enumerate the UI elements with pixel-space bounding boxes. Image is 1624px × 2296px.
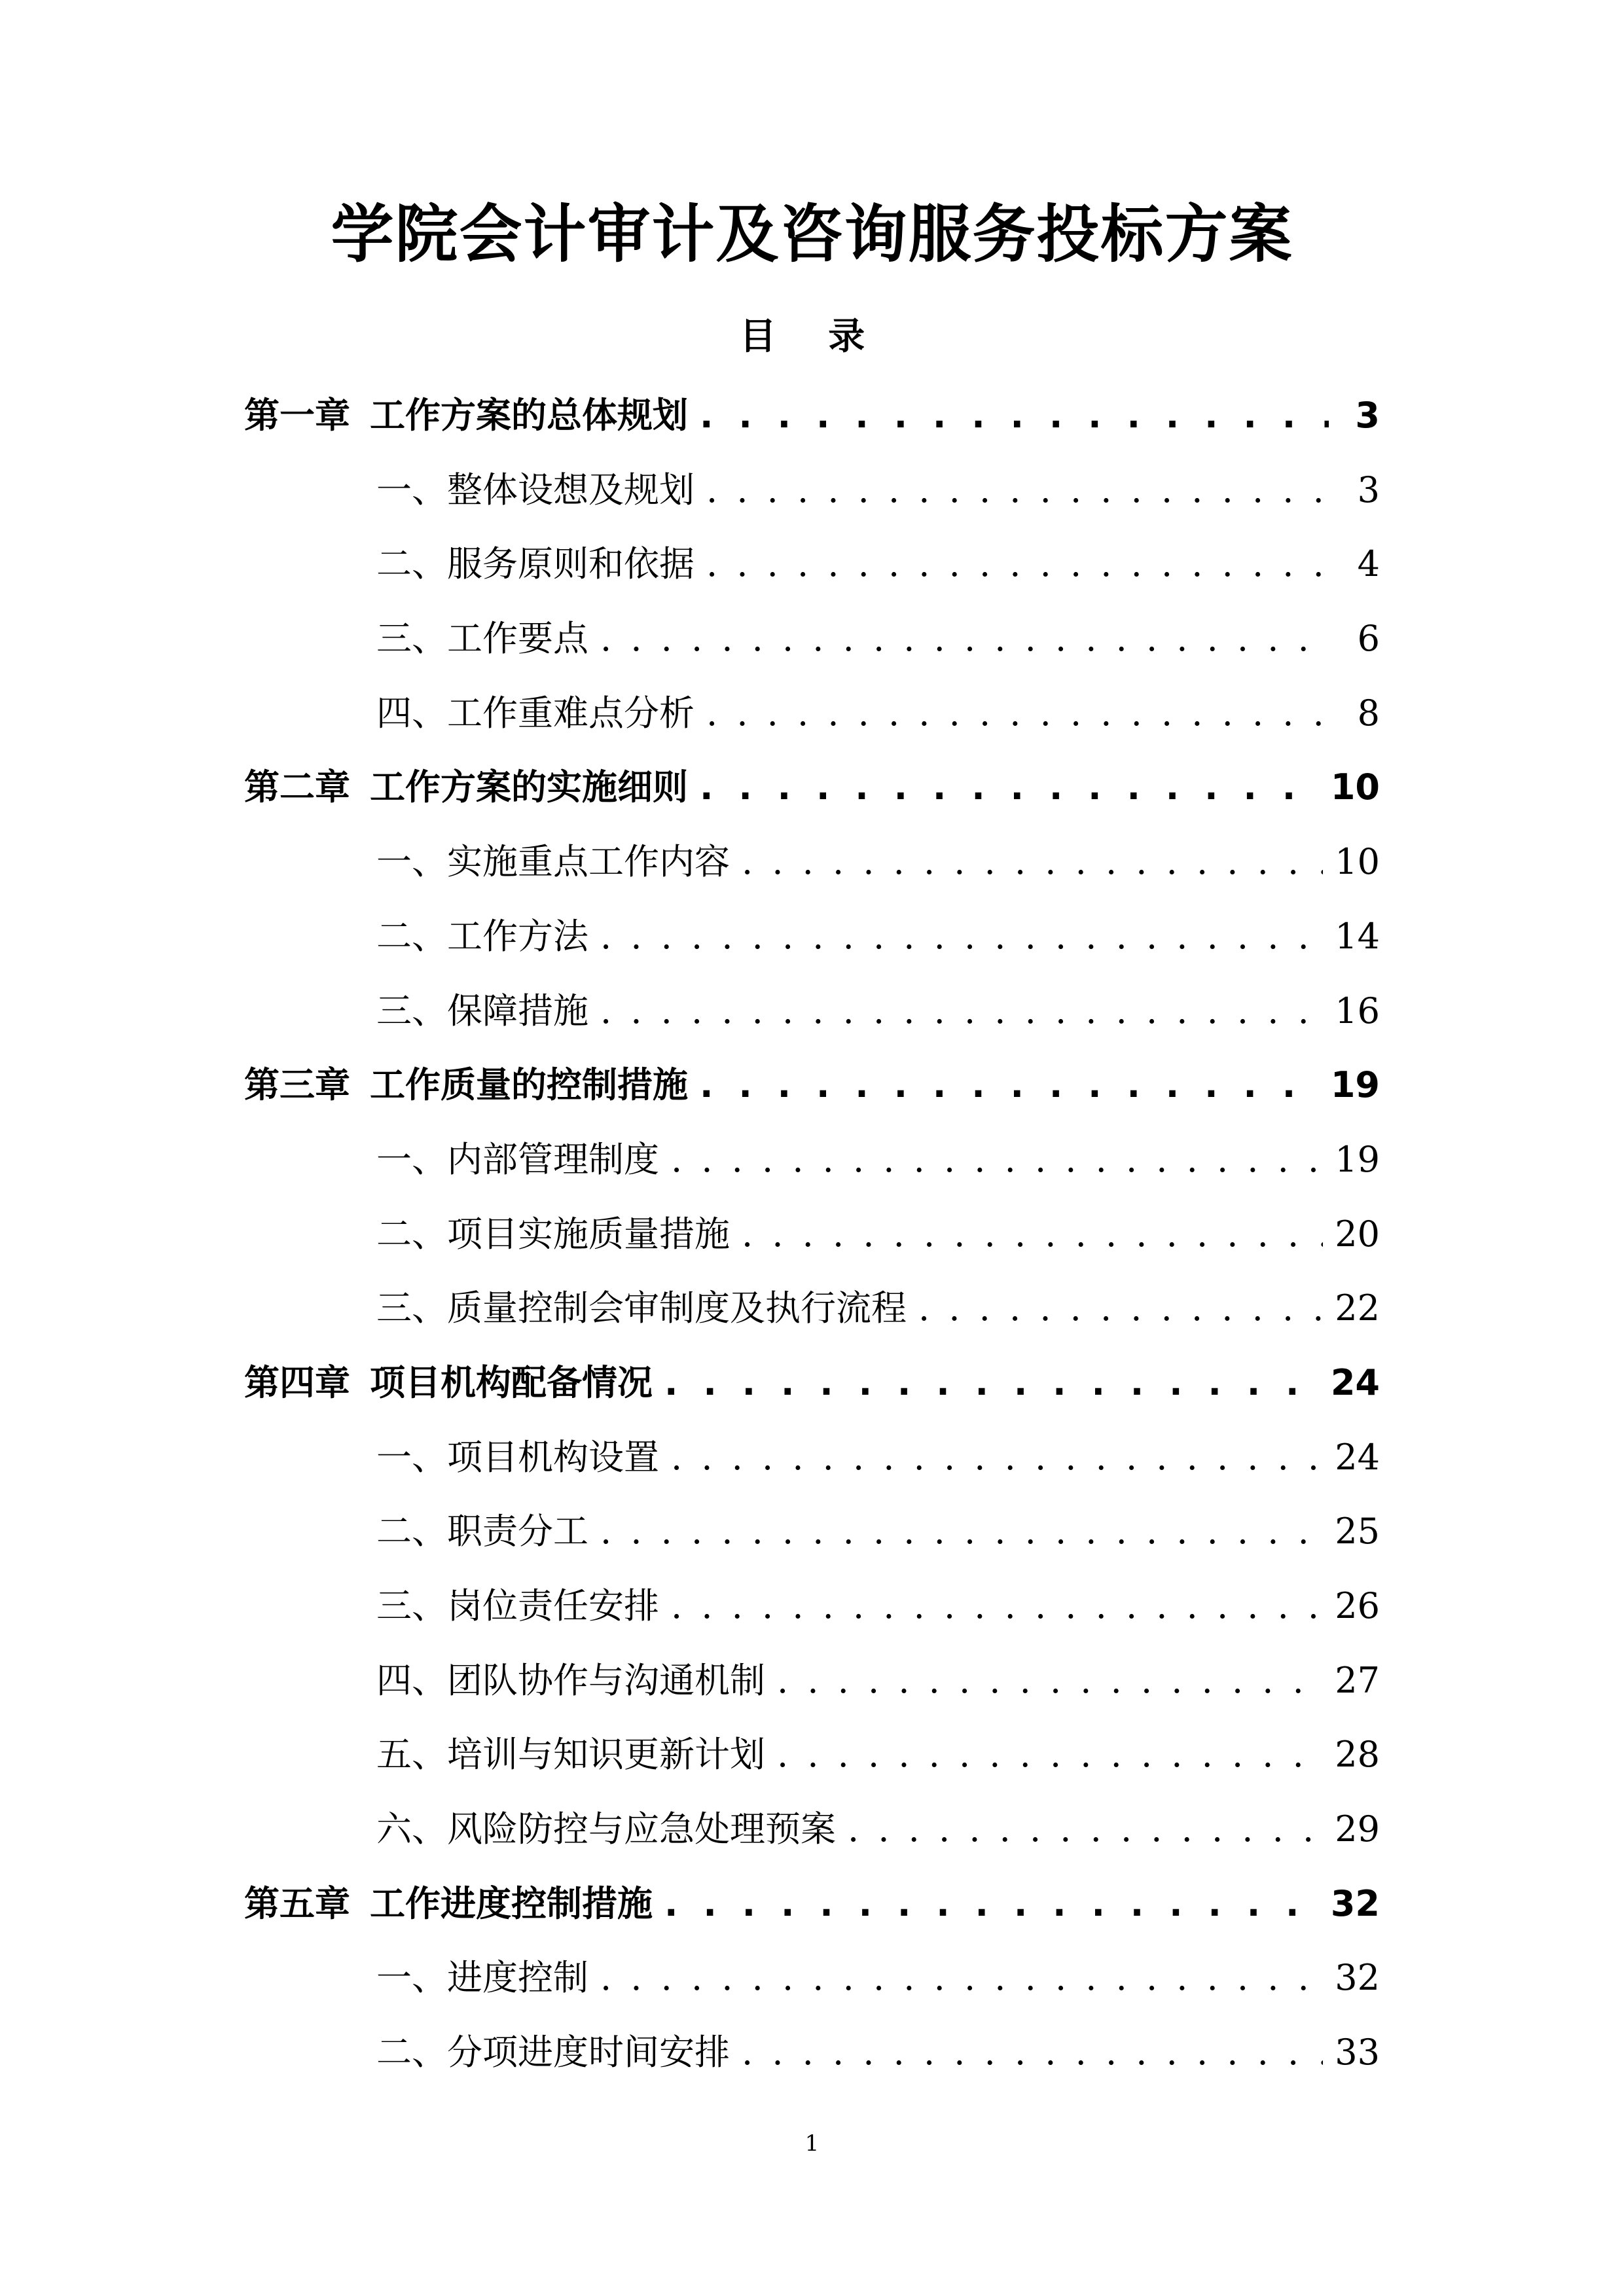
dot-leader: [742, 825, 1323, 899]
toc-entry-title: 二、工作方法: [376, 915, 588, 957]
dot-leader: [600, 1494, 1323, 1569]
dot-leader: [671, 1420, 1323, 1495]
dot-leader: [777, 1717, 1323, 1792]
document-title: 学院会计审计及咨询服务投标方案: [331, 198, 1293, 271]
toc-page-number: 16: [1335, 990, 1380, 1031]
toc-page-number: 6: [1357, 618, 1380, 660]
toc-section-entry[interactable]: [244, 974, 1380, 1049]
toc-page-number: 33: [1335, 2032, 1380, 2073]
toc-chapter-entry[interactable]: [244, 1867, 1380, 1941]
dot-leader: [706, 676, 1329, 751]
dot-leader: [600, 601, 1329, 676]
toc-entry-title: 三、保障措施: [376, 990, 588, 1031]
toc-section-entry[interactable]: [244, 1122, 1380, 1197]
toc-section-entry[interactable]: [244, 1494, 1380, 1569]
toc-entry-title: 二、项目实施质量措施: [376, 1213, 730, 1255]
toc-page-number: 28: [1335, 1734, 1380, 1776]
toc-entry-title: 项目机构配备情况: [370, 1361, 653, 1403]
toc-page-number: 8: [1357, 692, 1380, 734]
toc-entry-title: 三、质量控制会审制度及执行流程: [376, 1287, 907, 1329]
toc-page-number: 29: [1335, 1808, 1380, 1850]
dot-leader: [664, 1867, 1319, 1941]
toc-entry-title: 一、实施重点工作内容: [376, 841, 730, 883]
table-of-contents: [244, 378, 1380, 2090]
toc-section-entry[interactable]: [244, 1792, 1380, 1867]
dot-leader: [600, 899, 1323, 974]
toc-chapter-entry[interactable]: [244, 378, 1380, 453]
toc-page-number: 24: [1335, 1436, 1380, 1478]
toc-page-number: 25: [1335, 1511, 1380, 1552]
toc-entry-title: 六、风险防控与应急处理预案: [376, 1808, 836, 1850]
toc-chapter-number: 第四章: [244, 1361, 350, 1403]
toc-entry-title: 工作质量的控制措施: [370, 1064, 688, 1106]
toc-page-number: 22: [1335, 1287, 1380, 1329]
toc-page-number: 19: [1335, 1138, 1380, 1180]
toc-entry-title: 二、分项进度时间安排: [376, 2032, 730, 2073]
toc-section-entry[interactable]: [244, 825, 1380, 899]
dot-leader: [742, 1197, 1323, 1272]
toc-entry-title: 一、内部管理制度: [376, 1138, 659, 1180]
toc-section-entry[interactable]: [244, 676, 1380, 751]
toc-chapter-number: 第三章: [244, 1064, 350, 1106]
toc-entry-title: 四、工作重难点分析: [376, 692, 695, 734]
toc-section-entry[interactable]: [244, 1271, 1380, 1346]
dot-leader: [777, 1643, 1323, 1718]
toc-entry-title: 五、培训与知识更新计划: [376, 1734, 765, 1776]
toc-section-entry[interactable]: [244, 1643, 1380, 1718]
toc-chapter-number: 第五章: [244, 1882, 350, 1924]
dot-leader: [706, 527, 1329, 601]
toc-page-number: 24: [1330, 1361, 1380, 1403]
toc-entry-title: 工作进度控制措施: [370, 1882, 653, 1924]
toc-entry-title: 工作方案的实施细则: [370, 766, 688, 808]
toc-section-entry[interactable]: [244, 1941, 1380, 2015]
toc-section-entry[interactable]: [244, 899, 1380, 974]
toc-section-entry[interactable]: [244, 2015, 1380, 2090]
toc-page-number: 3: [1357, 469, 1380, 511]
dot-leader: [742, 2015, 1323, 2090]
toc-page-number: 4: [1357, 543, 1380, 585]
toc-page-number: 10: [1330, 766, 1380, 808]
dot-leader: [664, 1346, 1319, 1420]
toc-entry-title: 二、服务原则和依据: [376, 543, 695, 585]
toc-page-number: 20: [1335, 1213, 1380, 1255]
toc-chapter-entry[interactable]: [244, 1346, 1380, 1420]
toc-section-entry[interactable]: [244, 1569, 1380, 1643]
toc-chapter-number: 第一章: [244, 395, 350, 436]
dot-leader: [848, 1792, 1323, 1867]
toc-entry-title: 一、进度控制: [376, 1957, 588, 1999]
dot-leader: [700, 1048, 1319, 1122]
toc-section-entry[interactable]: [244, 601, 1380, 676]
toc-page-number: 32: [1330, 1882, 1380, 1924]
toc-page-number: 27: [1335, 1659, 1380, 1701]
dot-leader: [700, 750, 1319, 825]
dot-leader: [671, 1569, 1323, 1643]
toc-page-number: 3: [1355, 395, 1380, 436]
dot-leader: [600, 974, 1323, 1049]
toc-section-entry[interactable]: [244, 1717, 1380, 1792]
toc-page-number: 19: [1330, 1064, 1380, 1106]
toc-entry-title: 四、团队协作与沟通机制: [376, 1659, 765, 1701]
toc-page-number: 32: [1335, 1957, 1380, 1999]
dot-leader: [706, 453, 1329, 528]
toc-entry-title: 二、职责分工: [376, 1511, 588, 1552]
toc-page-number: 26: [1335, 1585, 1380, 1626]
dot-leader: [700, 378, 1329, 453]
dot-leader: [918, 1271, 1323, 1346]
page-number: 1: [804, 2130, 820, 2157]
toc-entry-title: 三、工作要点: [376, 618, 588, 660]
toc-section-entry[interactable]: [244, 1197, 1380, 1272]
toc-page-number: 10: [1335, 841, 1380, 883]
toc-entry-title: 工作方案的总体规划: [370, 395, 688, 436]
toc-entry-title: 一、项目机构设置: [376, 1436, 659, 1478]
toc-section-entry[interactable]: [244, 527, 1380, 601]
toc-chapter-entry[interactable]: [244, 1048, 1380, 1122]
toc-section-entry[interactable]: [244, 453, 1380, 528]
dot-leader: [671, 1122, 1323, 1197]
toc-entry-title: 一、整体设想及规划: [376, 469, 695, 511]
dot-leader: [600, 1941, 1323, 2015]
toc-chapter-entry[interactable]: [244, 750, 1380, 825]
toc-entry-title: 三、岗位责任安排: [376, 1585, 659, 1626]
toc-chapter-number: 第二章: [244, 766, 350, 808]
toc-section-entry[interactable]: [244, 1420, 1380, 1495]
toc-page-number: 14: [1335, 915, 1380, 957]
toc-heading: 目 录: [739, 315, 885, 358]
